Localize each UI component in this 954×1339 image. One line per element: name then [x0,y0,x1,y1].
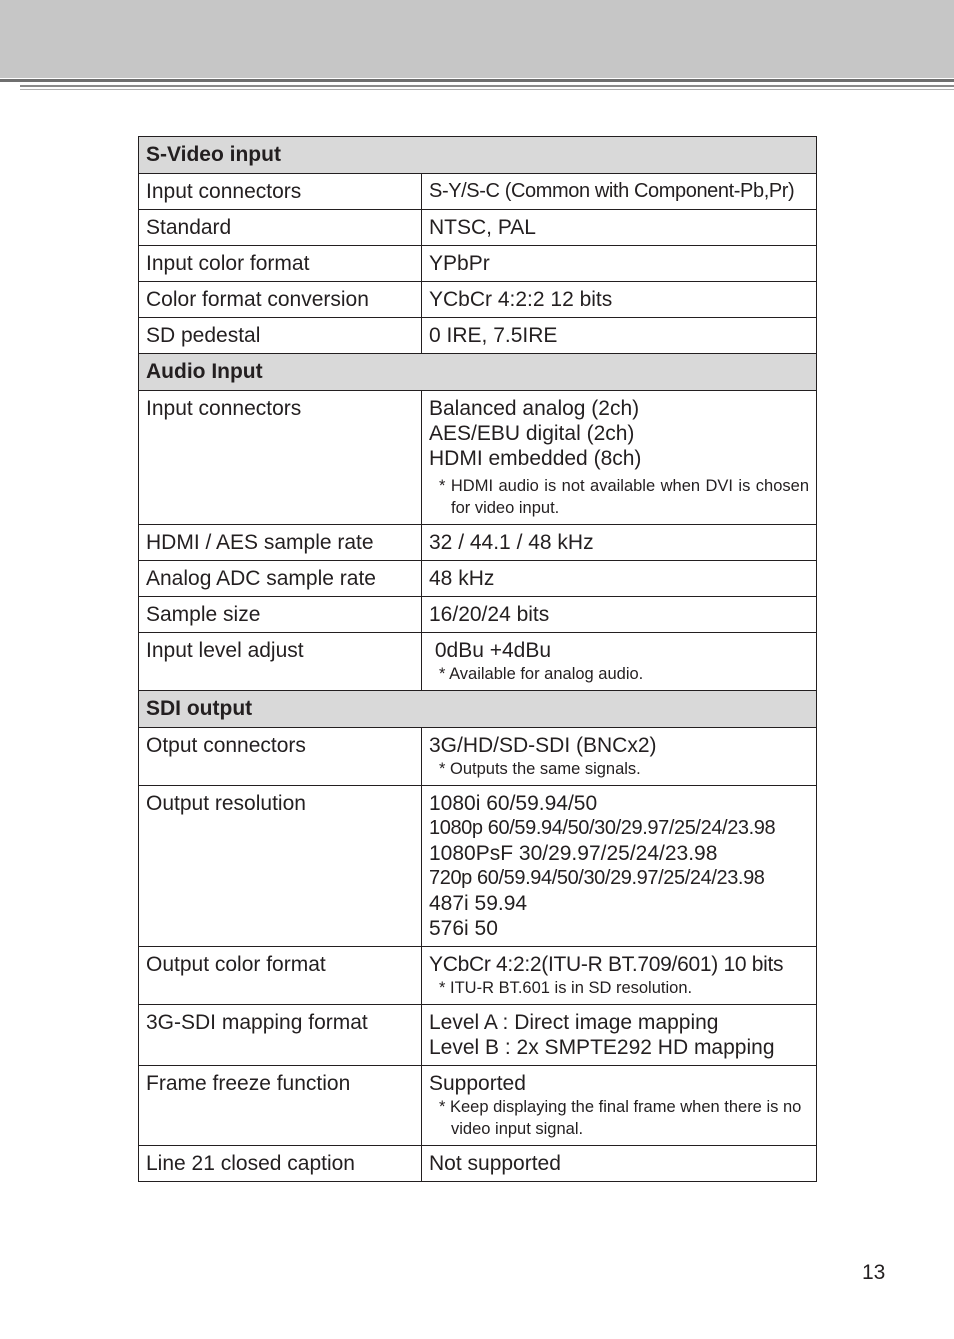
spec-value-line: 576i 50 [429,917,498,940]
spec-value-line: Balanced analog (2ch) [429,397,640,420]
spec-value-line: 3G/HD/SD-SDI (BNCx2) [429,734,657,757]
table-row [139,391,817,525]
table-row [139,1146,817,1182]
section-header-audio-input [139,354,817,391]
table-row [139,1005,817,1066]
spec-footnote: * HDMI audio is not available when DVI is chosen for video input. [439,477,810,517]
spec-value-line: HDMI embedded (8ch) [429,447,642,470]
spec-label: Standard [139,210,422,246]
spec-label: HDMI / AES sample rate [139,525,422,561]
table-row [139,210,817,246]
spec-label: Input level adjust [139,633,422,691]
table-row [139,597,817,633]
spec-label: Sample size [139,597,422,633]
spec-value [422,728,817,786]
page-number: 13 [862,1261,886,1284]
spec-label: Analog ADC sample rate [139,561,422,597]
spec-value-line: YCbCr 4:2:2(ITU-R BT.709/601) 10 bits [429,953,784,976]
header-rule-hairline [20,89,954,90]
spec-value-line: AES/EBU digital (2ch) [429,422,635,445]
table-row [139,525,817,561]
spec-value [422,210,817,246]
spec-value [422,1005,817,1066]
spec-label: Output color format [139,947,422,1005]
spec-value [422,1146,817,1182]
spec-label: SD pedestal [139,318,422,354]
spec-value-line: YPbPr [429,252,490,275]
spec-value-line: 1080i 60/59.94/50 [429,792,598,815]
spec-value-line: NTSC, PAL [429,216,536,239]
section-header-s-video-input [139,137,817,174]
spec-value-line: Level A : Direct image mapping [429,1011,719,1034]
table-row [139,318,817,354]
spec-value-line: 487i 59.94 [429,892,528,915]
spec-value-line: 16/20/24 bits [429,603,550,626]
spec-label: Input color format [139,246,422,282]
specifications-table [138,136,817,1182]
spec-footnote: * Available for analog audio. [439,665,644,683]
section-header-sdi-output [139,691,817,728]
spec-value [422,561,817,597]
spec-value-line: 1080PsF 30/29.97/25/24/23.98 [429,842,718,865]
table-row [139,728,817,786]
spec-value-line: 0 IRE, 7.5IRE [429,324,558,347]
spec-label: Input connectors [139,174,422,210]
spec-value-line: 1080p 60/59.94/50/30/29.97/25/24/23.98 [429,817,776,839]
spec-label: Color format conversion [139,282,422,318]
table-row [139,633,817,691]
section-title: S-Video input [139,137,817,174]
spec-value [422,174,817,210]
spec-value-line: Not supported [429,1152,561,1175]
table-row [139,174,817,210]
spec-value [422,391,817,525]
spec-value-line: 32 / 44.1 / 48 kHz [429,531,594,554]
spec-label: Line 21 closed caption [139,1146,422,1182]
spec-value [422,1066,817,1146]
table-row [139,246,817,282]
spec-value-line: 48 kHz [429,567,495,590]
spec-value-line: Level B : 2x SMPTE292 HD mapping [429,1036,775,1059]
spec-value [422,318,817,354]
spec-value [422,947,817,1005]
section-title: Audio Input [139,354,817,391]
spec-footnote: * ITU-R BT.601 is in SD resolution. [439,979,693,997]
header-rule [0,79,954,82]
spec-value-line: 0dBu +4dBu [429,639,552,662]
spec-value-line: 720p 60/59.94/50/30/29.97/25/24/23.98 [429,867,765,889]
spec-label: 3G-SDI mapping format [139,1005,422,1066]
spec-label: Input connectors [139,391,422,525]
spec-footnote: * Keep displaying the final frame when there is no video input signal. [439,1098,802,1138]
spec-value [422,246,817,282]
table-row [139,282,817,318]
spec-value-line: YCbCr 4:2:2 12 bits [429,288,613,311]
table-row [139,561,817,597]
section-title: SDI output [139,691,817,728]
spec-value-line: Supported [429,1072,526,1095]
spec-value-line: S-Y/S-C (Common with Component-Pb,Pr) [429,180,795,202]
spec-value [422,597,817,633]
table-row [139,947,817,1005]
table-row [139,1066,817,1146]
spec-value [422,786,817,947]
spec-footnote: * Outputs the same signals. [439,760,641,778]
spec-value [422,633,817,691]
spec-label: Frame freeze function [139,1066,422,1146]
table-row [139,786,817,947]
header-rule-thin [20,85,954,87]
spec-label: Output resolution [139,786,422,947]
spec-value [422,525,817,561]
header-band [0,0,954,78]
spec-value [422,282,817,318]
spec-label: Otput connectors [139,728,422,786]
